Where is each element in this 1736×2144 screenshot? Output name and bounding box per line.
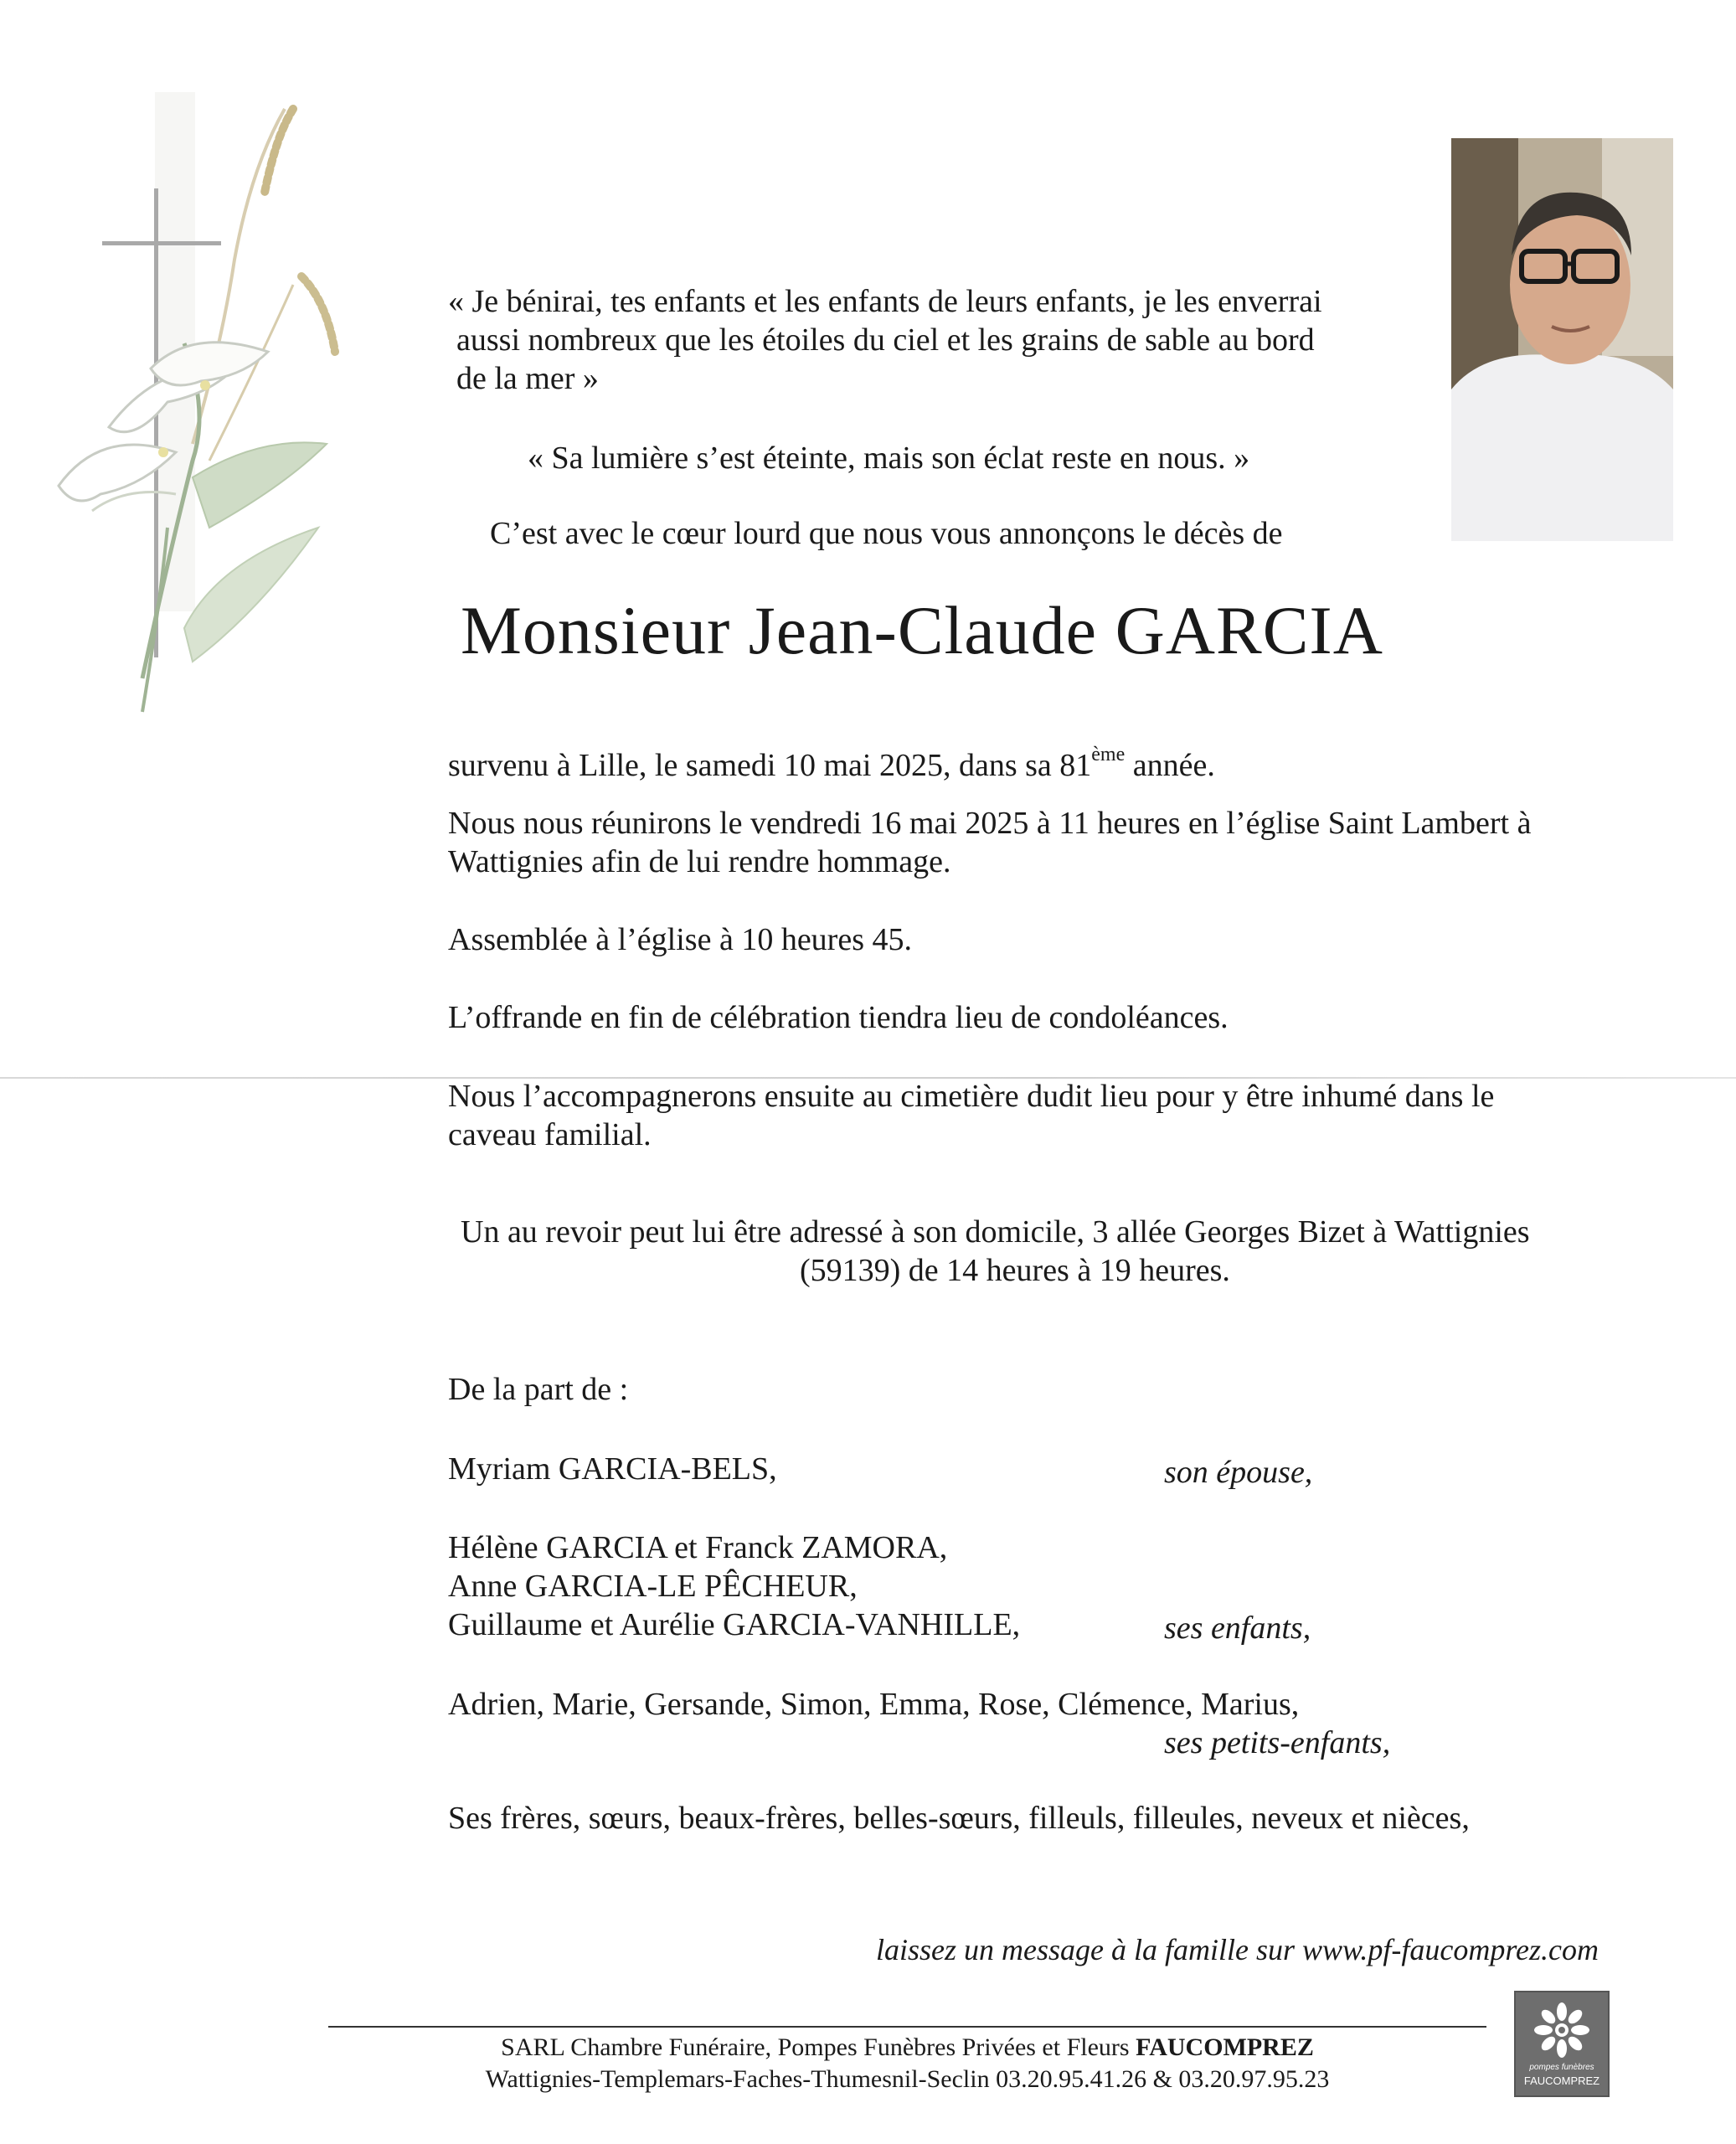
deceased-portrait-photo — [1451, 138, 1673, 541]
child-3: Guillaume et Aurélie GARCIA-VANHILLE, — [448, 1607, 1021, 1642]
faucomprez-logo — [1514, 1991, 1610, 2097]
quote-2: « Sa lumière s’est éteinte, mais son éclat reste en nous. » — [528, 441, 1250, 476]
child-1: Hélène GARCIA et Franck ZAMORA, — [448, 1530, 948, 1565]
grandchildren: Adrien, Marie, Gersande, Simon, Emma, Rose, Clémence, Marius, — [448, 1687, 1300, 1722]
child-2: Anne GARCIA-LE PÊCHEUR, — [448, 1569, 858, 1604]
footer-company-text: SARL Chambre Funéraire, Pompes Funèbres Privées et Fleurs — [501, 2033, 1136, 2061]
visit-line-1: Un au revoir peut lui être adressé à son domicile, 3 allée Georges Bizet à Wattignies — [461, 1214, 1530, 1250]
flower-emblem-icon — [1533, 2001, 1591, 2059]
relatives: Ses frères, sœurs, beaux-frères, belles-sœurs, filleuls, filleules, neveux et nièces, — [448, 1801, 1470, 1836]
logo-small-text: pompes funèbres — [1529, 2063, 1594, 2072]
visit-line-2: (59139) de 14 heures à 19 heures. — [800, 1253, 1230, 1288]
quote-line-3: de la mer » — [456, 361, 599, 396]
cross-vertical — [154, 188, 158, 657]
from-label: De la part de : — [448, 1372, 629, 1407]
footer-company-line — [328, 2033, 1486, 2063]
assembly-text: Assemblée à l’église à 10 heures 45. — [448, 922, 912, 957]
ceremony-line-1: Nous nous réunirons le vendredi 16 mai 2025 à 11 heures en l’église Saint Lambert à — [448, 806, 1532, 841]
death-details — [448, 746, 1215, 785]
ceremony-line-2: Wattignies afin de lui rendre hommage. — [448, 844, 951, 879]
offering-text: L’offrande en fin de célébration tiendra lieu de condoléances. — [448, 1000, 1229, 1035]
burial-line-2: caveau familial. — [448, 1117, 652, 1152]
spouse-name: Myriam GARCIA-BELS, — [448, 1451, 777, 1487]
quote-line-2: aussi nombreux que les étoiles du ciel et les grains de sable au bord — [456, 322, 1315, 358]
logo-brand-text: FAUCOMPREZ — [1523, 2074, 1600, 2087]
spouse-role: son épouse, — [1164, 1455, 1313, 1490]
footer-contact-line: Wattignies-Templemars-Faches-Thumesnil-Seclin 03.20.95.41.26 & 03.20.97.95.23 — [485, 2065, 1330, 2093]
grandchildren-role: ses petits-enfants, — [1164, 1725, 1391, 1760]
death-details-text: survenu à Lille, le samedi 10 mai 2025, dans sa 81 — [448, 748, 1092, 783]
footer-divider — [328, 2026, 1486, 2028]
footer-brand: FAUCOMPREZ — [1136, 2033, 1314, 2061]
cross-lily-illustration — [42, 92, 360, 729]
deceased-name: Monsieur Jean-Claude GARCIA — [461, 592, 1383, 668]
death-details-end: année. — [1125, 748, 1215, 783]
children-role: ses enfants, — [1164, 1611, 1311, 1646]
cross-horizontal — [102, 241, 221, 245]
leave-message-link-text: laissez un message à la famille sur www.pf-faucomprez.com — [876, 1933, 1599, 1966]
announcement-text: C’est avec le cœur lourd que nous vous annonçons le décès de — [490, 516, 1283, 551]
burial-line-1: Nous l’accompagnerons ensuite au cimetière dudit lieu pour y être inhumé dans le — [448, 1079, 1495, 1114]
quote-line-1: « Je bénirai, tes enfants et les enfants de leurs enfants, je les enverrai — [448, 284, 1322, 319]
ordinal-suffix: ème — [1091, 744, 1126, 766]
